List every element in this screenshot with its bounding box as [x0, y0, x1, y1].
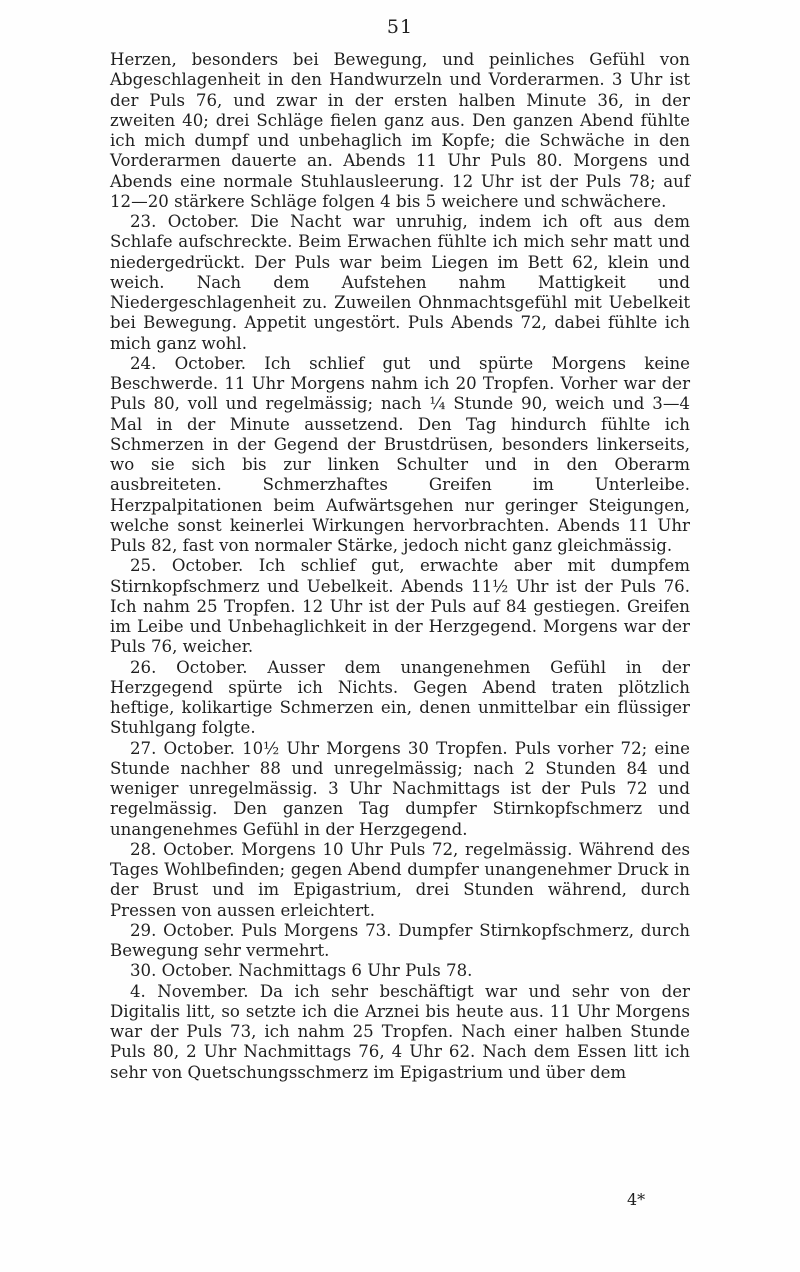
signature-mark: 4*	[627, 1190, 646, 1209]
paragraph-oct-24: 24. October. Ich schlief gut und spürte Morgens keine Beschwerde. 11 Uhr Morgens nahm ich 20 Tropfen. Vorher war der Puls 80, voll und regelmässig; nach ¼ Stunde 90, weich und 3—4 Mal in der Minute aussetzend. Den Tag hindurch fühlte ich Schmerzen in der Gegend der Brustdrüsen, besonders linkerseits, wo sie sich bis zur linken Schulter und in den Oberarm ausbreiteten. Schmerzhaftes Greifen im Unterleibe. Herzpalpitationen beim Aufwärtsgehen nur geringer Steigungen, welche sonst keinerlei Wirkungen hervorbrachten. Abends 11 Uhr Puls 82, fast von normaler Stärke, jedoch nicht ganz gleichmässig.	[110, 353, 690, 555]
paragraph-oct-26: 26. October. Ausser dem unangenehmen Gefühl in der Herzgegend spürte ich Nichts. Gegen Abend traten plötzlich heftige, kolikartige Schmerzen ein, denen unmittelbar ein flüssiger Stuhlgang folgte.	[110, 657, 690, 738]
page-number: 51	[386, 16, 414, 38]
paragraph-continuation: Herzen, besonders bei Bewegung, und peinliches Gefühl von Abgeschlagenheit in den Handwurzeln und Vorderarmen. 3 Uhr ist der Puls 76, und zwar in der ersten halben Minute 36, in der zweiten 40; drei Schläge fielen ganz aus. Den ganzen Abend fühlte ich mich dumpf und unbehaglich im Kopfe; die Schwäche in den Vorderarmen dauerte an. Abends 11 Uhr Puls 80. Morgens und Abends eine normale Stuhlausleerung. 12 Uhr ist der Puls 78; auf 12—20 stärkere Schläge folgen 4 bis 5 weichere und schwächere.	[110, 50, 690, 211]
paragraph-oct-27: 27. October. 10½ Uhr Morgens 30 Tropfen. Puls vorher 72; eine Stunde nachher 88 und unregelmässig; nach 2 Stunden 84 und weniger unregelmässig. 3 Uhr Nachmittags ist der Puls 72 und regelmässig. Den ganzen Tag dumpfer Stirnkopfschmerz und unangenehmes Gefühl in der Herzgegend.	[110, 738, 690, 839]
body-text	[110, 50, 690, 1083]
paragraph-oct-23: 23. October. Die Nacht war unruhig, indem ich oft aus dem Schlafe aufschreckte. Beim Erwachen fühlte ich mich sehr matt und niedergedrückt. Der Puls war beim Liegen im Bett 62, klein und weich. Nach dem Aufstehen nahm Mattigkeit und Niedergeschlagenheit zu. Zuweilen Ohnmachtsgefühl mit Uebelkeit bei Bewegung. Appetit ungestört. Puls Abends 72, dabei fühlte ich mich ganz wohl.	[110, 212, 690, 353]
paragraph-oct-29: 29. October. Puls Morgens 73. Dumpfer Stirnkopfschmerz, durch Bewegung sehr vermehrt.	[110, 920, 690, 960]
paragraph-nov-4: 4. November. Da ich sehr beschäftigt war und sehr von der Digitalis litt, so setzte ich die Arznei bis heute aus. 11 Uhr Morgens war der Puls 73, ich nahm 25 Tropfen. Nach einer halben Stunde Puls 80, 2 Uhr Nachmittags 76, 4 Uhr 62. Nach dem Essen litt ich sehr von Quetschungsschmerz im Epigastrium und über dem	[110, 981, 690, 1082]
paragraph-oct-30: 30. October. Nachmittags 6 Uhr Puls 78.	[130, 961, 473, 981]
paragraph-oct-28: 28. October. Morgens 10 Uhr Puls 72, regelmässig. Während des Tages Wohlbefinden; gegen Abend dumpfer unangenehmer Druck in der Brust und im Epigastrium, drei Stunden während, durch Pressen von aussen erleichtert.	[110, 839, 690, 920]
paragraph-oct-25: 25. October. Ich schlief gut, erwachte aber mit dumpfem Stirnkopfschmerz und Uebelkeit. Abends 11½ Uhr ist der Puls 76. Ich nahm 25 Tropfen. 12 Uhr ist der Puls auf 84 gestiegen. Greifen im Leibe und Unbehaglichkeit in der Herzgegend. Morgens war der Puls 76, weicher.	[110, 556, 690, 657]
